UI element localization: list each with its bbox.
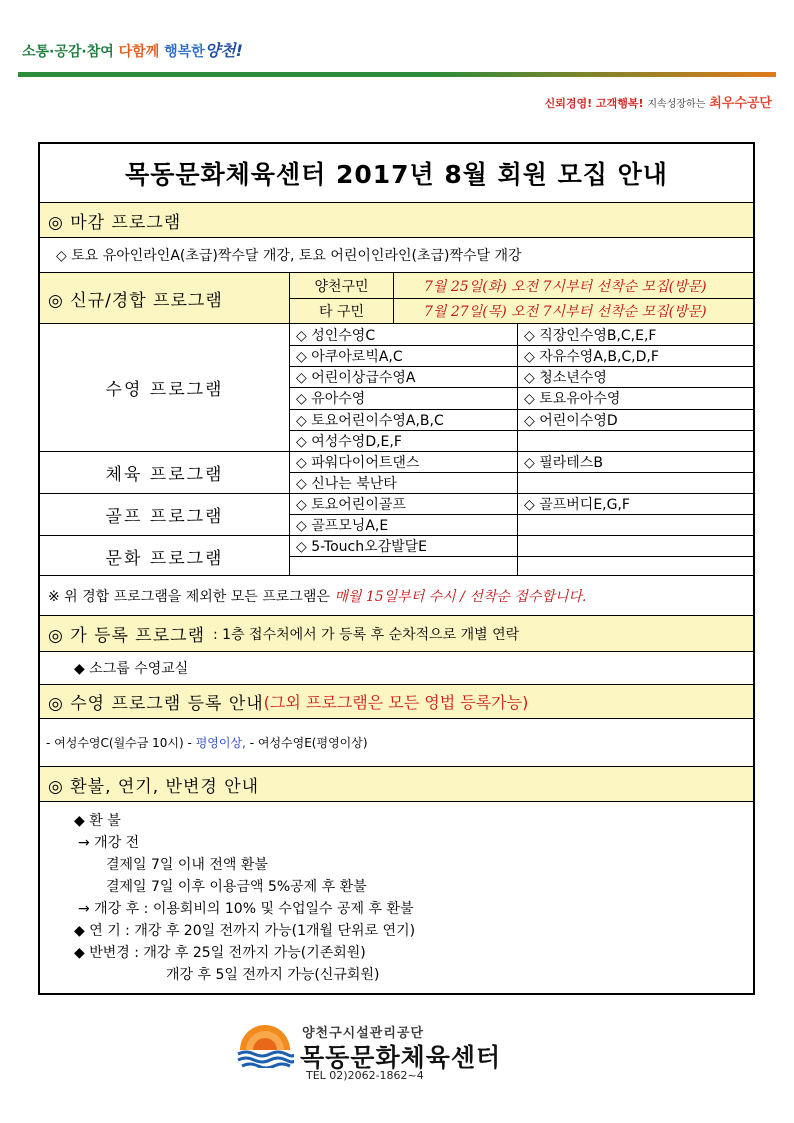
note-emphasis: 매월 15일부터 수시 / 선착순 접수합니다. — [334, 588, 587, 605]
category-culture: 문화 프로그램 — [105, 548, 224, 569]
swim-reg-detail — [40, 718, 753, 766]
schedule-label-other: 타 구민 — [290, 299, 393, 323]
program-item: ◇ 유아수영 — [296, 391, 366, 407]
refund-line: ◆ 환 불 — [74, 813, 121, 829]
schedule-value-resident: 7월 25일(화) 오전 7시부터 선착순 모집(방문) — [394, 273, 753, 298]
provisional-item: ◆ 소그룹 수영교실 — [40, 651, 753, 684]
corporate-slogan-1: 신뢰경영! 고객행복! — [544, 97, 644, 110]
program-table — [40, 323, 753, 575]
swim-reg-heading: ◎ 수영 프로그램 등록 안내 — [48, 694, 264, 714]
corporate-slogan-2: 지속성장하는 — [647, 99, 706, 110]
swim-reg-heading-row — [40, 684, 753, 718]
slogan-part-4: 양천! — [204, 41, 243, 60]
program-item: ◇ 성인수영C — [296, 327, 376, 344]
refund-body — [40, 801, 753, 993]
swim-reg-line-c: - 여성수영E(평영이상) — [249, 736, 368, 750]
center-name: 목동문화체육센터 — [300, 1043, 502, 1072]
program-item: ◇ 어린이상급수영A — [296, 369, 416, 386]
org-name: 양천구시설관리공단 — [302, 1026, 425, 1041]
new-program-heading: ◎ 신규/경합 프로그램 — [40, 273, 289, 323]
refund-heading: ◎ 환불, 연기, 반변경 안내 — [40, 766, 753, 801]
swim-reg-line-a: - 여성수영C(월수금 10시) - — [46, 736, 192, 750]
top-slogan — [22, 38, 243, 61]
program-item: ◇ 골프버디E,G,F — [524, 496, 630, 513]
center-logo-icon — [236, 1024, 294, 1068]
program-item: ◇ 파워다이어트댄스 — [296, 454, 420, 471]
program-item: ◇ 필라테스B — [524, 454, 603, 471]
schedule-value-other: 7월 27일(목) 오전 7시부터 선착순 모집(방문) — [394, 299, 753, 323]
program-item: ◇ 직장인수영B,C,E,F — [524, 327, 657, 344]
refund-line: ◆ 반변경 : 개강 후 25일 전까지 가능(기존회원) — [74, 945, 366, 961]
page-title: 목동문화체육센터 2017년 8월 회원 모집 안내 — [125, 160, 668, 189]
slogan-part-3: 행복한 — [164, 44, 205, 60]
category-golf: 골프 프로그램 — [105, 507, 224, 527]
program-item: ◇ 청소년수영 — [524, 369, 607, 386]
corporate-slogan — [545, 92, 772, 111]
enrollment-note — [40, 575, 753, 615]
swim-reg-line-b: 평영이상, — [195, 736, 246, 750]
schedule-label-resident: 양천구민 — [290, 273, 393, 298]
program-item: ◇ 골프모닝A,E — [296, 517, 389, 534]
program-item: ◇ 여성수영D,E,F — [296, 433, 402, 450]
program-item: ◇ 토요어린이골프 — [296, 496, 406, 513]
refund-line: → 개강 전 — [78, 835, 140, 851]
refund-line: 개강 후 5일 전까지 가능(신규회원) — [166, 967, 380, 983]
swim-reg-heading-note: (그외 프로그램은 모든 영법 등록가능) — [263, 693, 529, 712]
corporate-slogan-3: 최우수공단 — [709, 96, 772, 111]
new-program-block — [40, 272, 753, 323]
program-item: ◇ 토요어린이수영A,B,C — [296, 412, 444, 429]
notice-frame — [38, 142, 755, 995]
provisional-heading: ◎ 가 등록 프로그램 — [48, 626, 205, 646]
program-item: ◇ 아쿠아로빅A,C — [296, 348, 403, 365]
refund-line: ◆ 연 기 : 개강 후 20일 전까지 가능(1개월 단위로 연기) — [74, 923, 416, 939]
closing-heading: ◎ 마감 프로그램 — [40, 202, 753, 237]
closing-item: ◇ 토요 유아인라인A(초급)짝수달 개강, 토요 어린이인라인(초급)짝수달 개강 — [40, 237, 753, 272]
category-sports: 체육 프로그램 — [105, 465, 224, 485]
note-prefix: ※ 위 경합 프로그램을 제외한 모든 프로그램은 — [48, 588, 330, 605]
provisional-heading-row — [40, 615, 753, 651]
refund-line: → 개강 후 : 이용회비의 10% 및 수업일수 공제 후 환불 — [78, 901, 414, 917]
slogan-part-2: 다함께 — [118, 44, 160, 60]
program-item: ◇ 신나는 북난타 — [296, 475, 397, 492]
refund-line: 결제일 7일 이후 이용금액 5%공제 후 환불 — [106, 879, 367, 895]
program-item: ◇ 자유수영A,B,C,D,F — [524, 348, 659, 365]
provisional-subtext: : 1층 접수처에서 가 등록 후 순차적으로 개별 연락 — [213, 626, 520, 643]
program-item: ◇ 5-Touch오감발달E — [296, 538, 428, 555]
program-item: ◇ 토요유아수영 — [524, 391, 621, 407]
phone-number: TEL 02)2062-1862~4 — [306, 1069, 424, 1082]
program-item: ◇ 어린이수영D — [524, 412, 618, 429]
header-divider — [18, 72, 776, 77]
refund-line: 결제일 7일 이내 전액 환불 — [106, 857, 268, 873]
slogan-part-1: 소통·공감·참여 — [22, 44, 114, 60]
category-swim: 수영 프로그램 — [105, 380, 224, 400]
